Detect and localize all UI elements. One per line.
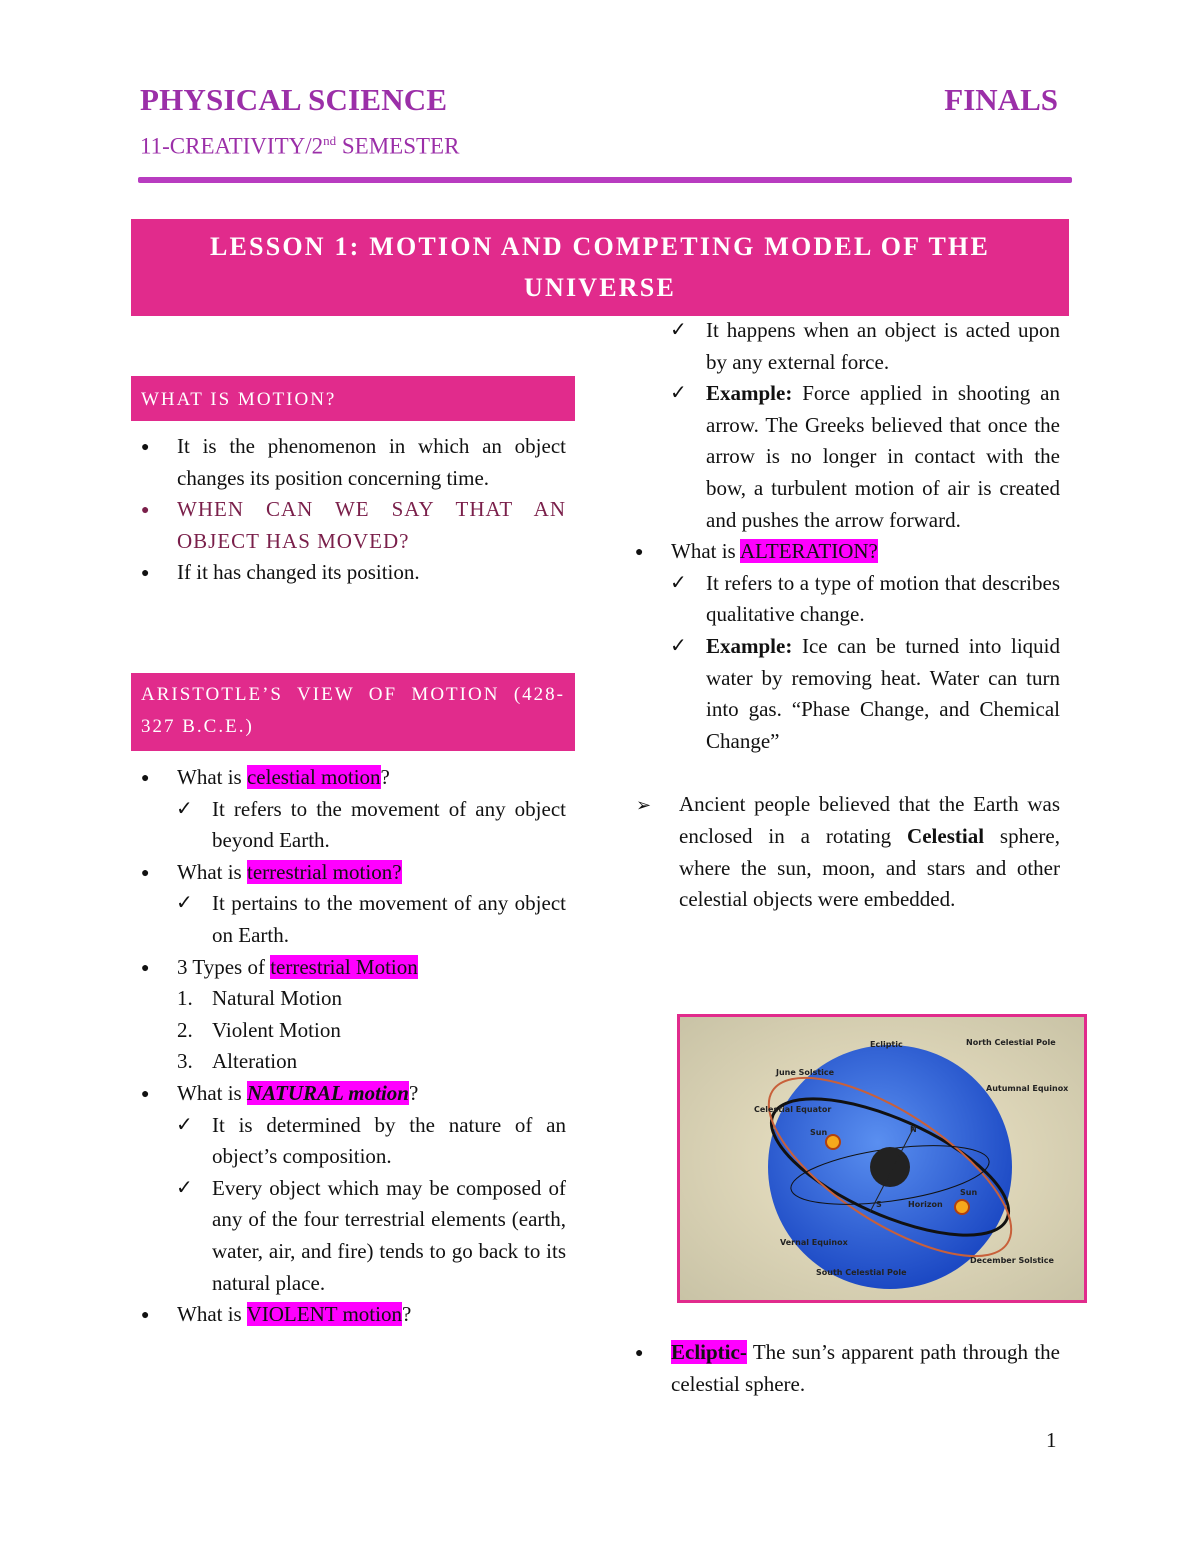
bullet-icon: ●	[141, 1086, 150, 1102]
right-column	[634, 315, 1060, 916]
bullet-item	[140, 1078, 566, 1110]
celestial-sphere-text	[679, 789, 1060, 915]
example-label: Example:	[706, 633, 793, 658]
type-violent: Violent Motion	[212, 1017, 341, 1042]
label-south-pole: South Celestial Pole	[816, 1268, 907, 1277]
label-sun-1: Sun	[810, 1128, 828, 1137]
highlight-ecliptic: Ecliptic-	[671, 1340, 747, 1364]
check-item	[140, 1173, 566, 1299]
label-sun-2: Sun	[960, 1188, 978, 1197]
ecliptic-desc: The sun’s apparent path through the celestial sphere.	[671, 1340, 1060, 1396]
sun-icon	[955, 1200, 969, 1214]
finals-label: FINALS	[944, 82, 1058, 117]
checkmark-icon: ✓	[176, 1113, 193, 1136]
motion-definition: It is the phenomenon in which an object changes its position concerning time.	[177, 434, 566, 490]
bullet-icon: ●	[635, 545, 644, 561]
earth	[870, 1147, 910, 1187]
bullet-item	[140, 1299, 566, 1331]
natural-answer-1: It is determined by the nature of an object’s composition.	[212, 1112, 566, 1169]
bullet-item	[634, 1337, 1060, 1400]
natural-answer-2: Every object which may be composed of any of the four terrestrial elements (earth, water, air, and fire) tends to go back to its natural place.	[212, 1175, 566, 1295]
bullet-item	[140, 952, 566, 984]
checkmark-icon: ✓	[670, 319, 687, 341]
q-pre: What is	[177, 1302, 247, 1327]
bullet-icon: ●	[141, 1308, 150, 1324]
label-ecliptic: Ecliptic	[870, 1040, 903, 1049]
bullet-item	[140, 762, 566, 794]
aristotle-list	[140, 762, 566, 1331]
number: 3.	[177, 1049, 193, 1074]
q-pre: What is	[177, 859, 247, 884]
left-column	[140, 431, 566, 589]
bullet-item	[140, 557, 566, 589]
check-item	[634, 315, 1060, 378]
subtitle-post: SEMESTER	[336, 133, 460, 159]
moved-answer: If it has changed its position.	[177, 560, 420, 585]
label-autumnal: Autumnal Equinox	[986, 1084, 1069, 1093]
terrestrial-answer: It pertains to the movement of any object on Earth.	[212, 891, 566, 947]
check-item	[140, 794, 566, 857]
example-label: Example:	[706, 381, 793, 406]
violent-example	[706, 378, 1060, 536]
check-item	[140, 1110, 566, 1173]
checkmark-icon: ✓	[670, 571, 687, 594]
celestial-sphere-diagram	[680, 1017, 1084, 1300]
aristotle-heading: ARISTOTLE’S VIEW OF MOTION (428-327 B.C.E.)	[141, 684, 565, 737]
label-vernal: Vernal Equinox	[780, 1238, 848, 1247]
ecliptic-text	[671, 1337, 1060, 1400]
celestial-answer: It refers to the movement of any object beyond Earth.	[212, 796, 566, 853]
bullet-icon: ●	[141, 566, 150, 582]
moved-question: WHEN CAN WE SAY THAT AN OBJECT HAS MOVED?	[177, 497, 566, 553]
q-post: ?	[380, 765, 390, 789]
label-june-solstice: June Solstice	[776, 1068, 835, 1077]
checkmark-icon: ✓	[670, 382, 687, 405]
example-text: Force applied in shooting an arrow. The Greeks believed that once the arrow is no longer in contact with the bow, a turbulent motion of air is created and pushes the arrow forward.	[706, 381, 1060, 532]
highlight-terrestrial-types: terrestrial Motion	[270, 954, 418, 979]
label-horizon: Horizon	[908, 1200, 943, 1209]
header-divider	[138, 177, 1072, 183]
arrow-item	[634, 789, 1060, 915]
number: 1.	[177, 986, 193, 1011]
violent-answer-1: It happens when an object is acted upon by any external force.	[706, 318, 1060, 374]
checkmark-icon: ✓	[176, 1176, 193, 1199]
check-item	[634, 568, 1060, 631]
checkmark-icon: ✓	[176, 797, 193, 820]
bullet-item	[140, 857, 566, 889]
bullet-icon: ●	[141, 503, 150, 519]
check-item	[634, 631, 1060, 757]
bullet-icon: ●	[141, 865, 150, 881]
arrow-post: sphere, where the sun, moon, and stars and other celestial objects were embedded.	[679, 823, 1060, 912]
label-equator: Celestial Equator	[754, 1105, 832, 1114]
document-title: PHYSICAL SCIENCE	[140, 82, 448, 117]
label-north-pole: North Celestial Pole	[966, 1038, 1056, 1047]
numbered-item	[140, 1015, 566, 1047]
alteration-answer: It refers to a type of motion that describes qualitative change.	[706, 570, 1060, 627]
bullet-item	[140, 431, 566, 494]
checkmark-icon: ✓	[670, 634, 687, 657]
ecliptic-definition	[634, 1337, 1060, 1400]
numbered-item	[140, 983, 566, 1015]
q-pre: 3 Types of	[177, 954, 271, 979]
number: 2.	[177, 1017, 193, 1042]
q-pre: What is	[177, 765, 247, 789]
sun-icon	[826, 1135, 840, 1149]
arrow-bullet-icon: ➢	[636, 795, 652, 816]
bullet-item	[140, 494, 566, 557]
alteration-example	[706, 631, 1060, 757]
example-text: Ice can be turned into liquid water by removing heat. Water can turn into gas. “Phase Change, and Chemical Change”	[706, 633, 1060, 753]
type-alteration: Alteration	[212, 1049, 298, 1074]
arrow-bold: Celestial	[907, 823, 985, 848]
highlight-celestial-motion: celestial motion	[246, 765, 381, 789]
check-item	[634, 378, 1060, 536]
celestial-sphere-image	[677, 1014, 1087, 1303]
highlight-violent-motion: VIOLENT motion	[246, 1302, 402, 1327]
q-pre: What is	[177, 1080, 247, 1105]
arrow-pre: Ancient people believed that the Earth was enclosed in a rotating	[679, 792, 1060, 848]
check-item	[140, 888, 566, 951]
q-post: ?	[409, 1080, 419, 1105]
bullet-icon: ●	[635, 1346, 644, 1361]
class-semester	[140, 133, 459, 160]
label-s: S	[876, 1200, 882, 1209]
section-what-is-motion: WHAT IS MOTION?	[131, 376, 575, 421]
section-aristotle	[131, 673, 575, 751]
q-post: ?	[401, 1302, 412, 1327]
lesson-title: LESSON 1: MOTION AND COMPETING MODEL OF THE UNIVERSE	[131, 219, 1069, 316]
bullet-item	[634, 536, 1060, 568]
numbered-item	[140, 1046, 566, 1078]
bullet-icon: ●	[141, 440, 150, 455]
label-n: N	[910, 1125, 917, 1134]
q-pre: What is	[671, 539, 740, 564]
label-december: December Solstice	[970, 1256, 1054, 1265]
page-number: 1	[1046, 1428, 1057, 1452]
highlight-alteration: ALTERATION?	[739, 539, 878, 564]
subtitle-sup: nd	[323, 133, 337, 148]
highlight-natural-motion: NATURAL motion	[246, 1080, 409, 1105]
bullet-icon: ●	[141, 771, 150, 786]
checkmark-icon: ✓	[176, 892, 193, 915]
highlight-terrestrial-motion: terrestrial motion?	[246, 859, 402, 884]
type-natural: Natural Motion	[212, 986, 343, 1011]
subtitle-pre: 11-CREATIVITY/2	[140, 133, 324, 159]
bullet-icon: ●	[141, 960, 150, 976]
